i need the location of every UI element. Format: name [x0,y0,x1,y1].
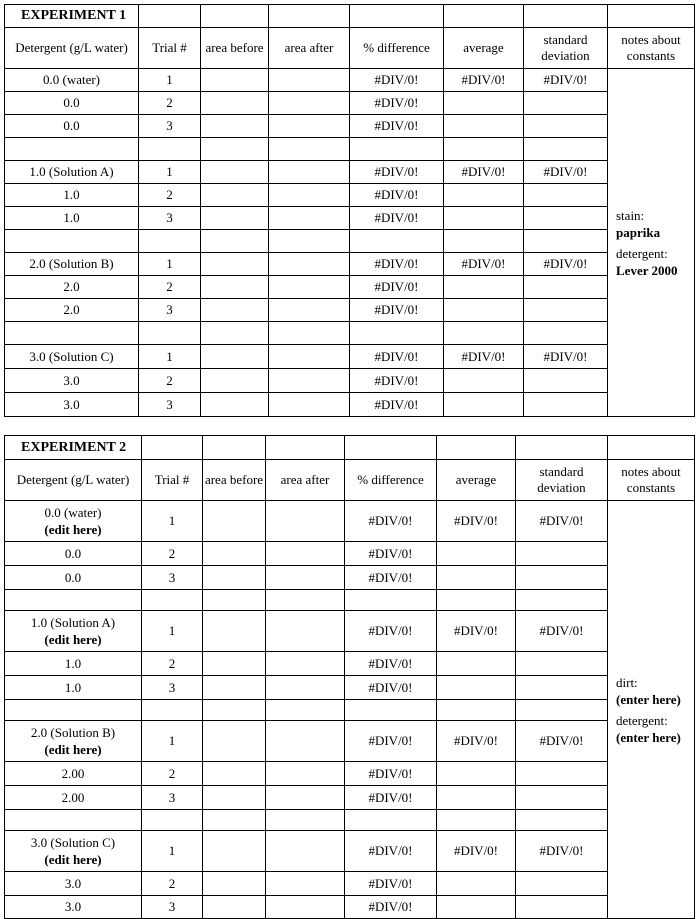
area-before-cell[interactable] [203,566,266,590]
cell[interactable] [139,138,201,161]
cell[interactable] [524,138,608,161]
average-cell[interactable] [444,207,524,230]
area-after-cell[interactable] [266,831,345,872]
table-row [5,721,695,762]
area-before-cell[interactable] [203,896,266,919]
dirt-label: dirt: [616,674,638,690]
average-cell[interactable]: #DIV/0! [437,831,516,872]
pct-diff-cell[interactable]: #DIV/0! [350,345,444,369]
area-before-cell[interactable] [201,369,269,393]
area-after-cell[interactable] [269,299,350,322]
cell[interactable] [5,138,139,161]
trial-cell[interactable]: 2 [139,184,201,207]
cell[interactable] [437,590,516,611]
trial-cell[interactable]: 1 [139,253,201,276]
experiment-1-title: EXPERIMENT 1 [5,5,139,28]
cell[interactable] [201,322,269,345]
header-pct-diff: % difference [350,28,444,69]
table-row [5,69,695,92]
detergent-cell[interactable]: 1.0 [5,652,142,676]
cell[interactable] [524,322,608,345]
std-dev-cell[interactable]: #DIV/0! [524,69,608,92]
std-dev-cell[interactable] [524,276,608,299]
pct-diff-cell[interactable]: #DIV/0! [350,115,444,138]
trial-cell[interactable]: 1 [139,69,201,92]
pct-diff-cell[interactable]: #DIV/0! [345,831,437,872]
cell[interactable] [5,230,139,253]
area-after-cell[interactable] [266,721,345,762]
average-cell[interactable]: #DIV/0! [437,501,516,542]
trial-cell[interactable]: 2 [139,369,201,393]
average-cell[interactable] [444,184,524,207]
table-row [5,161,695,184]
header-std-dev: standard deviation [524,28,608,69]
average-cell[interactable]: #DIV/0! [437,721,516,762]
pct-diff-cell[interactable]: #DIV/0! [350,92,444,115]
cell[interactable] [516,590,608,611]
area-after-cell[interactable] [269,92,350,115]
area-before-cell[interactable] [203,542,266,566]
stain-value: paprika [616,224,661,240]
detergent-cell[interactable]: 3.0 [5,896,142,919]
trial-cell[interactable]: 3 [139,299,201,322]
std-dev-cell[interactable] [516,676,608,700]
average-cell[interactable] [444,115,524,138]
pct-diff-cell[interactable]: #DIV/0! [345,652,437,676]
average-cell[interactable]: #DIV/0! [444,69,524,92]
table-row [5,299,695,322]
cell[interactable] [345,590,437,611]
detergent-value: (enter here) [616,729,681,745]
header-std-dev: standard deviation [516,460,608,501]
detergent-label: detergent: [616,712,668,728]
pct-diff-cell[interactable]: #DIV/0! [350,207,444,230]
cell[interactable] [269,322,350,345]
detergent-cell[interactable]: 0.0 [5,542,142,566]
std-dev-cell[interactable]: #DIV/0! [516,611,608,652]
table-row [5,253,695,276]
cell[interactable] [516,700,608,721]
average-cell[interactable] [444,393,524,417]
trial-cell[interactable]: 2 [139,92,201,115]
area-after-cell[interactable] [269,184,350,207]
average-cell[interactable] [437,566,516,590]
header-trial: Trial # [142,460,203,501]
area-after-cell[interactable] [269,115,350,138]
cell[interactable] [437,810,516,831]
pct-diff-cell[interactable]: #DIV/0! [345,762,437,786]
std-dev-cell[interactable]: #DIV/0! [516,721,608,762]
area-after-cell[interactable] [269,276,350,299]
header-area-before: area before [203,460,266,501]
area-after-cell[interactable] [266,611,345,652]
cell[interactable] [444,230,524,253]
notes-cell[interactable] [608,69,695,417]
area-after-cell[interactable] [266,501,345,542]
spacer-row [5,810,695,831]
pct-diff-cell[interactable]: #DIV/0! [345,786,437,810]
pct-diff-cell[interactable]: #DIV/0! [350,253,444,276]
area-after-cell[interactable] [269,345,350,369]
dirt-value: (enter here) [616,691,681,707]
cell[interactable] [350,230,444,253]
pct-diff-cell[interactable]: #DIV/0! [350,69,444,92]
header-detergent: Detergent (g/L water) [5,28,139,69]
std-dev-cell[interactable] [516,652,608,676]
edit-hint: (edit here) [44,632,102,647]
pct-diff-cell[interactable]: #DIV/0! [345,611,437,652]
table-row [5,369,695,393]
cell[interactable] [350,138,444,161]
area-before-cell[interactable] [201,345,269,369]
trial-cell[interactable]: 1 [142,831,203,872]
table-row [5,207,695,230]
detergent-cell[interactable]: 3.0 (Solution C) [5,345,139,369]
area-before-cell[interactable] [201,69,269,92]
area-before-cell[interactable] [201,253,269,276]
cell[interactable] [139,5,201,28]
cell[interactable] [142,590,203,611]
detergent-cell[interactable]: 0.0 [5,92,139,115]
pct-diff-cell[interactable]: #DIV/0! [350,276,444,299]
header-area-after: area after [269,28,350,69]
experiment-1-table [4,4,695,417]
table-row [5,872,695,896]
area-after-cell[interactable] [269,369,350,393]
average-cell[interactable]: #DIV/0! [444,161,524,184]
detergent-cell[interactable]: 0.0 (water) [5,69,139,92]
detergent-cell[interactable]: 2.0 [5,299,139,322]
cell[interactable] [437,700,516,721]
trial-cell[interactable]: 3 [142,896,203,919]
cell[interactable] [142,700,203,721]
table-row [5,611,695,652]
detergent-cell[interactable]: 1.0 (Solution A) [5,161,139,184]
trial-cell[interactable]: 2 [142,542,203,566]
std-dev-cell[interactable] [516,762,608,786]
experiment-2-title: EXPERIMENT 2 [5,436,142,460]
detergent-cell[interactable]: 2.0 [5,276,139,299]
cell[interactable] [516,436,608,460]
cell[interactable] [444,138,524,161]
title-row [5,5,695,28]
area-before-cell[interactable] [203,762,266,786]
spacer-row [5,590,695,611]
table-row [5,831,695,872]
cell[interactable] [524,5,608,28]
std-dev-cell[interactable] [524,369,608,393]
std-dev-cell[interactable] [524,115,608,138]
detergent-cell[interactable] [5,721,142,762]
average-cell[interactable] [437,762,516,786]
cell[interactable] [266,810,345,831]
cell[interactable] [5,322,139,345]
table-row [5,896,695,919]
cell[interactable] [5,590,142,611]
detergent-value: 2.0 (Solution B) [30,725,116,740]
edit-hint: (edit here) [44,742,102,757]
std-dev-cell[interactable] [524,393,608,417]
detergent-cell[interactable]: 2.0 (Solution B) [5,253,139,276]
detergent-cell[interactable]: 2.00 [5,786,142,810]
cell[interactable] [201,138,269,161]
cell[interactable] [203,590,266,611]
average-cell[interactable] [437,896,516,919]
cell[interactable] [444,5,524,28]
pct-diff-cell[interactable]: #DIV/0! [350,393,444,417]
std-dev-cell[interactable] [516,542,608,566]
table-row [5,676,695,700]
detergent-value: 3.0 (Solution C) [30,835,116,850]
cell[interactable] [437,436,516,460]
cell[interactable] [266,590,345,611]
detergent-cell[interactable]: 1.0 [5,207,139,230]
area-before-cell[interactable] [201,161,269,184]
table-row [5,393,695,417]
edit-hint: (edit here) [44,522,102,537]
cell[interactable] [345,436,437,460]
std-dev-cell[interactable] [524,299,608,322]
average-cell[interactable] [444,92,524,115]
area-after-cell[interactable] [269,393,350,417]
cell[interactable] [203,436,266,460]
trial-cell[interactable]: 2 [142,652,203,676]
trial-cell[interactable]: 2 [142,872,203,896]
cell[interactable] [516,810,608,831]
area-after-cell[interactable] [266,872,345,896]
cell[interactable] [608,436,695,460]
notes-cell[interactable] [608,501,695,919]
header-notes: notes about constants [608,28,695,69]
cell[interactable] [350,5,444,28]
area-before-cell[interactable] [201,184,269,207]
cell[interactable] [142,436,203,460]
header-notes: notes about constants [608,460,695,501]
cell[interactable] [608,5,695,28]
detergent-cell[interactable]: 3.0 [5,369,139,393]
edit-hint: (edit here) [44,852,102,867]
header-row [5,28,695,69]
area-before-cell[interactable] [201,207,269,230]
std-dev-cell[interactable] [516,786,608,810]
stain-label: stain: [616,207,645,223]
cell[interactable] [269,230,350,253]
table-row [5,501,695,542]
std-dev-cell[interactable]: #DIV/0! [524,253,608,276]
pct-diff-cell[interactable]: #DIV/0! [345,896,437,919]
table-row [5,786,695,810]
experiment-2-table [4,435,695,919]
trial-cell[interactable]: 3 [142,676,203,700]
pct-diff-cell[interactable]: #DIV/0! [345,542,437,566]
detergent-cell[interactable]: 2.00 [5,762,142,786]
detergent-cell[interactable]: 3.0 [5,393,139,417]
area-after-cell[interactable] [269,253,350,276]
std-dev-cell[interactable] [524,184,608,207]
std-dev-cell[interactable] [516,872,608,896]
trial-cell[interactable]: 3 [139,115,201,138]
cell[interactable] [269,5,350,28]
cell[interactable] [203,700,266,721]
header-area-before: area before [201,28,269,69]
table-row [5,184,695,207]
area-after-cell[interactable] [266,896,345,919]
std-dev-cell[interactable] [524,92,608,115]
detergent-cell[interactable] [5,501,142,542]
cell[interactable] [203,810,266,831]
pct-diff-cell[interactable]: #DIV/0! [345,872,437,896]
header-average: average [444,28,524,69]
trial-cell[interactable]: 2 [142,762,203,786]
pct-diff-cell[interactable]: #DIV/0! [345,721,437,762]
average-cell[interactable] [437,652,516,676]
table-row [5,345,695,369]
pct-diff-cell[interactable]: #DIV/0! [350,299,444,322]
detergent-label: detergent: [616,245,668,261]
trial-cell[interactable]: 1 [142,721,203,762]
cell[interactable] [5,810,142,831]
cell[interactable] [524,230,608,253]
std-dev-cell[interactable]: #DIV/0! [516,831,608,872]
trial-cell[interactable]: 1 [142,501,203,542]
area-before-cell[interactable] [201,276,269,299]
table-row [5,542,695,566]
cell[interactable] [266,700,345,721]
average-cell[interactable] [444,299,524,322]
area-before-cell[interactable] [201,115,269,138]
average-cell[interactable] [444,276,524,299]
table-row [5,652,695,676]
pct-diff-cell[interactable]: #DIV/0! [345,566,437,590]
pct-diff-cell[interactable]: #DIV/0! [350,184,444,207]
average-cell[interactable]: #DIV/0! [444,253,524,276]
spacer-row [5,700,695,721]
cell[interactable] [345,700,437,721]
area-after-cell[interactable] [266,652,345,676]
area-after-cell[interactable] [266,762,345,786]
area-before-cell[interactable] [203,786,266,810]
detergent-cell[interactable]: 3.0 [5,872,142,896]
trial-cell[interactable]: 3 [142,786,203,810]
std-dev-cell[interactable] [524,207,608,230]
trial-cell[interactable]: 1 [139,345,201,369]
area-after-cell[interactable] [266,542,345,566]
cell[interactable] [139,322,201,345]
area-before-cell[interactable] [201,299,269,322]
area-after-cell[interactable] [269,161,350,184]
average-cell[interactable]: #DIV/0! [444,345,524,369]
detergent-cell[interactable]: 1.0 [5,676,142,700]
header-row [5,460,695,501]
trial-cell[interactable]: 3 [139,207,201,230]
std-dev-cell[interactable]: #DIV/0! [524,345,608,369]
pct-diff-cell[interactable]: #DIV/0! [345,676,437,700]
spacer-row [5,138,695,161]
header-detergent: Detergent (g/L water) [5,460,142,501]
pct-diff-cell[interactable]: #DIV/0! [350,161,444,184]
area-after-cell[interactable] [266,786,345,810]
table-row [5,276,695,299]
detergent-cell[interactable] [5,611,142,652]
cell[interactable] [444,322,524,345]
detergent-cell[interactable] [5,831,142,872]
average-cell[interactable] [437,786,516,810]
cell[interactable] [201,5,269,28]
area-after-cell[interactable] [269,69,350,92]
area-before-cell[interactable] [201,393,269,417]
area-before-cell[interactable] [203,611,266,652]
average-cell[interactable] [444,369,524,393]
area-before-cell[interactable] [203,831,266,872]
detergent-cell[interactable]: 0.0 [5,566,142,590]
area-before-cell[interactable] [203,721,266,762]
cell[interactable] [139,230,201,253]
area-before-cell[interactable] [203,676,266,700]
average-cell[interactable] [437,676,516,700]
area-after-cell[interactable] [266,566,345,590]
trial-cell[interactable]: 3 [139,393,201,417]
average-cell[interactable] [437,872,516,896]
trial-cell[interactable]: 3 [142,566,203,590]
pct-diff-cell[interactable]: #DIV/0! [345,501,437,542]
header-area-after: area after [266,460,345,501]
area-after-cell[interactable] [266,676,345,700]
std-dev-cell[interactable] [516,566,608,590]
cell[interactable] [142,810,203,831]
detergent-cell[interactable]: 0.0 [5,115,139,138]
detergent-cell[interactable]: 1.0 [5,184,139,207]
cell[interactable] [266,436,345,460]
trial-cell[interactable]: 2 [139,276,201,299]
area-after-cell[interactable] [269,207,350,230]
header-pct-diff: % difference [345,460,437,501]
title-row [5,436,695,460]
area-before-cell[interactable] [201,92,269,115]
detergent-value: 0.0 (water) [44,505,102,520]
table-row [5,115,695,138]
header-average: average [437,460,516,501]
cell[interactable] [345,810,437,831]
std-dev-cell[interactable]: #DIV/0! [516,501,608,542]
std-dev-cell[interactable] [516,896,608,919]
detergent-value: Lever 2000 [616,262,678,278]
area-before-cell[interactable] [203,652,266,676]
average-cell[interactable]: #DIV/0! [437,611,516,652]
table-row [5,762,695,786]
table-row [5,92,695,115]
trial-cell[interactable]: 1 [139,161,201,184]
average-cell[interactable] [437,542,516,566]
trial-cell[interactable]: 1 [142,611,203,652]
detergent-value: 1.0 (Solution A) [30,615,116,630]
cell[interactable] [5,700,142,721]
pct-diff-cell[interactable]: #DIV/0! [350,369,444,393]
spacer-row [5,230,695,253]
table-row [5,566,695,590]
cell[interactable] [350,322,444,345]
area-before-cell[interactable] [203,501,266,542]
area-before-cell[interactable] [203,872,266,896]
spacer-row [5,322,695,345]
cell[interactable] [201,230,269,253]
std-dev-cell[interactable]: #DIV/0! [524,161,608,184]
header-trial: Trial # [139,28,201,69]
cell[interactable] [269,138,350,161]
